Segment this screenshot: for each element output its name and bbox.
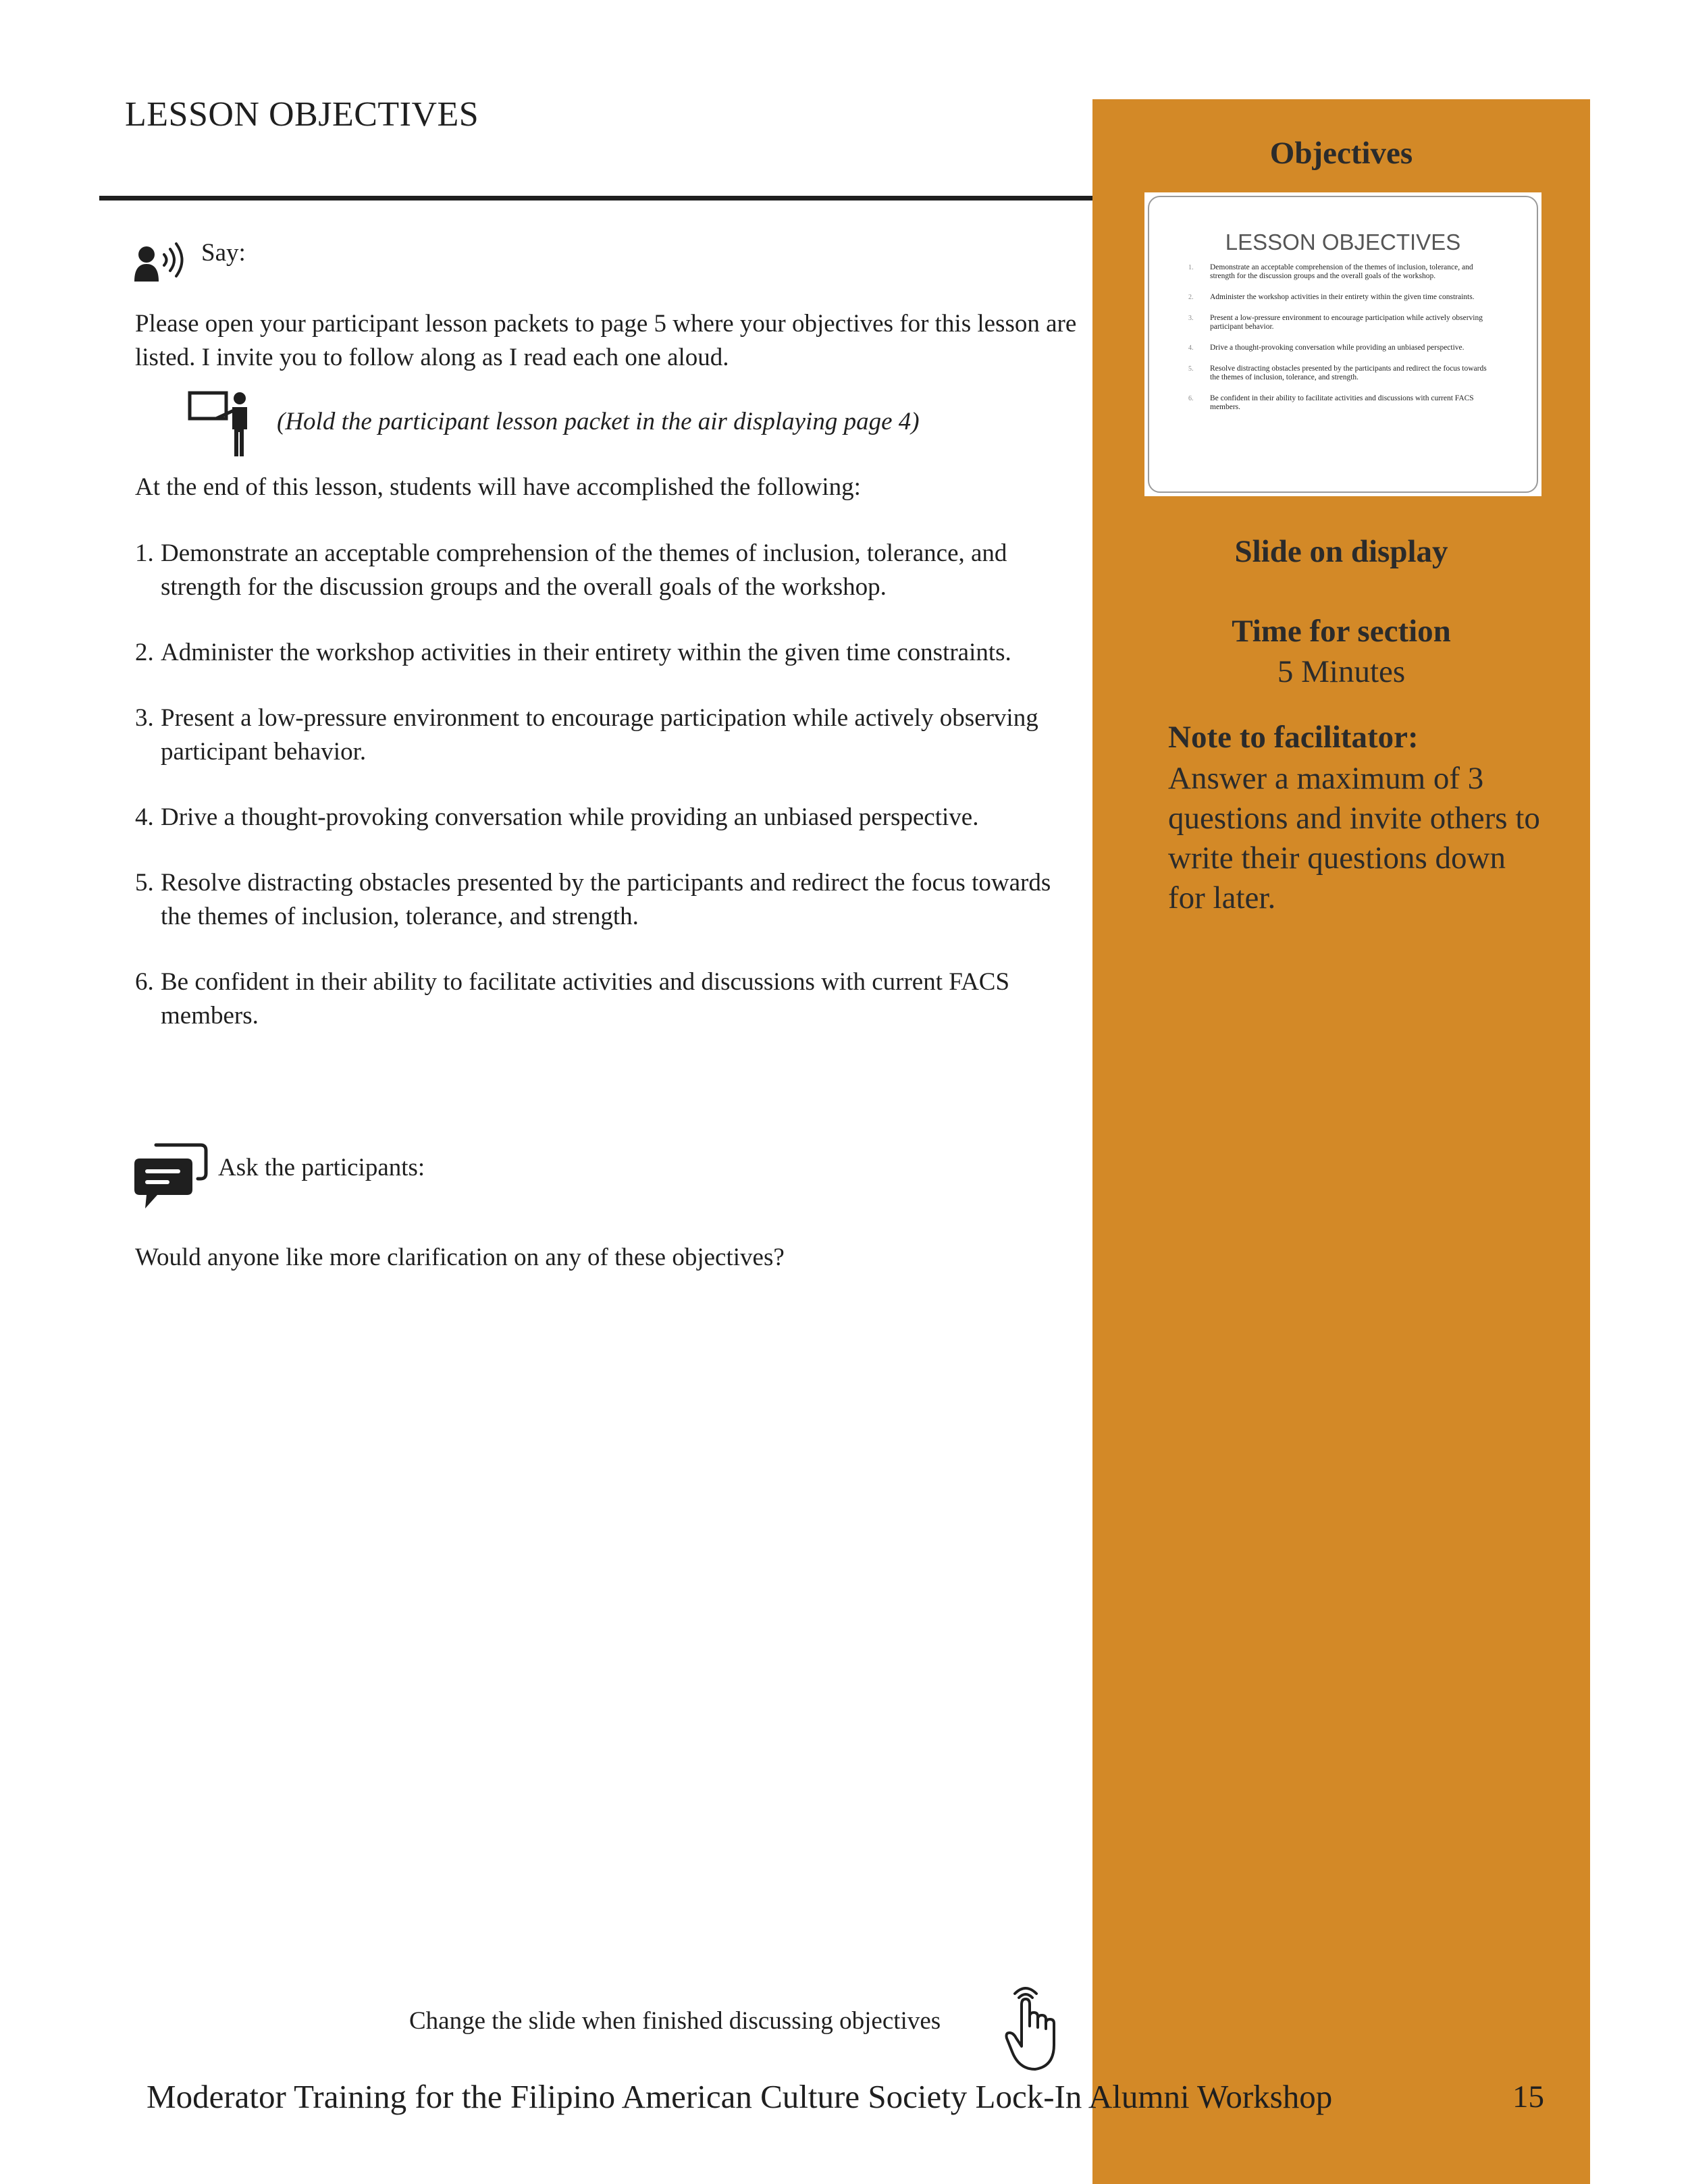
slide-thumbnail: [1144, 192, 1541, 496]
slide-list-item: 3. Present a low-pressure environment to encourage participation while actively observing participant behavior.: [1188, 314, 1483, 331]
change-slide-instruction: Change the slide when finished discussing objectives: [409, 2007, 941, 2035]
objective-item: 2. Administer the workshop activities in their entirety within the given time constraints.: [135, 639, 1011, 666]
slide-caption: Slide on display: [1234, 534, 1448, 569]
page-title: LESSON OBJECTIVES: [125, 95, 479, 134]
slide-objective-list: [1188, 263, 1494, 424]
clarification-question: Would anyone like more clarification on any of these objectives?: [135, 1244, 785, 1271]
say-label: Say:: [201, 239, 246, 267]
note-body: Answer a maximum of 3 questions and invite others to write their questions down for later.: [1168, 761, 1540, 915]
time-value: 5 Minutes: [1277, 654, 1406, 689]
objectives-intro: At the end of this lesson, students will have accomplished the following:: [135, 473, 861, 501]
objective-item: 1. Demonstrate an acceptable comprehension of the themes of inclusion, tolerance, and strength for the discussion groups and the overall goals of the workshop.: [135, 539, 1007, 601]
footer-title: Moderator Training for the Filipino American Culture Society Lock-In Alumni Workshop: [147, 2078, 1333, 2115]
sidebar-heading: Objectives: [1269, 136, 1413, 171]
objective-item: 4. Drive a thought-provoking conversation while providing an unbiased perspective.: [135, 803, 979, 831]
objective-item: 3. Present a low-pressure environment to encourage participation while actively observing participant behavior.: [135, 704, 1038, 766]
chat-bubbles-icon: [133, 1141, 209, 1217]
hold-packet-note: (Hold the participant lesson packet in the air displaying page 4): [277, 408, 920, 435]
tap-hand-icon: [1001, 1981, 1074, 2077]
slide-list-item: 2. Administer the workshop activities in their entirety within the given time constraints.: [1188, 293, 1475, 301]
time-heading: Time for section: [1232, 614, 1451, 649]
ask-label: Ask the participants:: [218, 1154, 425, 1181]
objective-item: 5. Resolve distracting obstacles presented by the participants and redirect the focus towards the themes of inclusion, tolerance, and strength.: [135, 869, 1051, 930]
speaker-icon: [133, 240, 188, 288]
objective-item: 6. Be confident in their ability to facilitate activities and discussions with current FACS members.: [135, 968, 1010, 1030]
slide-list-item: 5. Resolve distracting obstacles presented by the participants and redirect the focus towards the themes of inclusion, tolerance, and strength.: [1188, 365, 1487, 381]
slide-list-item: 6. Be confident in their ability to facilitate activities and discussions with current FACS members.: [1188, 394, 1474, 411]
slide-frame: [1148, 196, 1538, 493]
intro-paragraph: Please open your participant lesson packets to page 5 where your objectives for this lesson are listed. I invite you to follow along as I read each one aloud.: [135, 310, 1077, 371]
page-number: 15: [1512, 2079, 1544, 2114]
note-heading: Note to facilitator:: [1168, 720, 1419, 755]
objectives-list: [135, 537, 1080, 1065]
slide-list-item: 1. Demonstrate an acceptable comprehension of the themes of inclusion, tolerance, and strength for the discussion groups and the overall goals of the workshop.: [1188, 263, 1473, 280]
header-divider: [99, 196, 1092, 201]
presenter-icon: [188, 390, 255, 461]
slide-title: LESSON OBJECTIVES: [1225, 230, 1461, 255]
slide-list-item: 4. Drive a thought-provoking conversation while providing an unbiased perspective.: [1188, 344, 1465, 352]
